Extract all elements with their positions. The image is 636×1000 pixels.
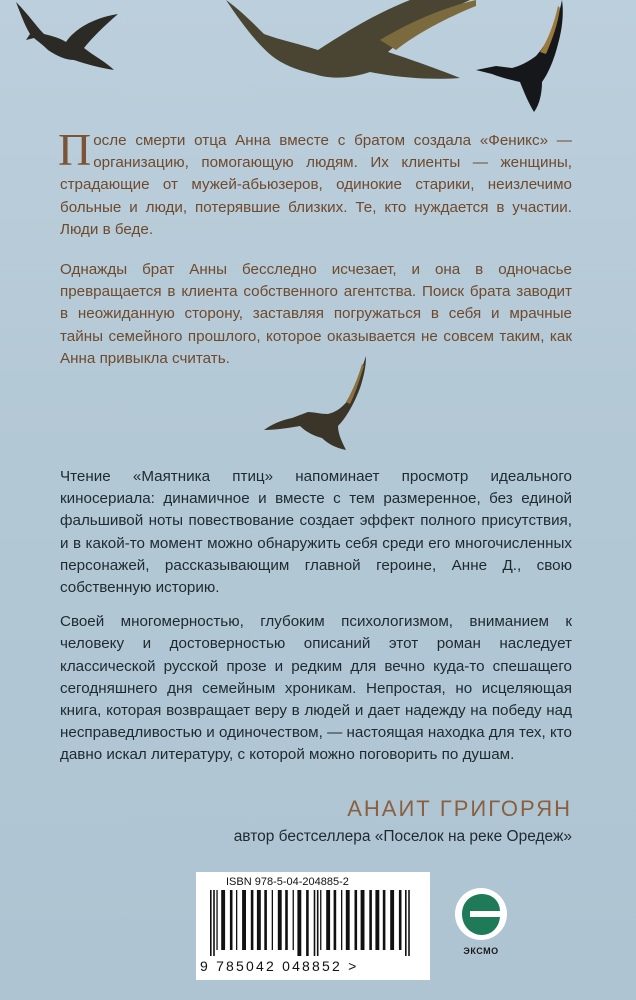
review-block	[60, 466, 572, 779]
barcode-bar	[306, 890, 309, 956]
barcode-bar	[320, 890, 321, 950]
review-author-title: автор бестселлера «Поселок на реке Оредеж»	[233, 828, 572, 845]
barcode-bars	[208, 890, 418, 956]
barcode-bar	[341, 890, 342, 950]
isbn-label: ISBN 978-5-04-204885-2	[226, 876, 349, 888]
annotation-paragraph-1-text: осле смерти отца Анна вместе с братом создала «Феникс» — организацию, помогающую людям. Их клиенты — женщины, страдающие от мужей-абьюзеров, одинокие старики, неизлечимо больные и люди, потерявшие близких. Те, кто нуждается в участии. Люди в беде.	[60, 132, 572, 238]
bird-illustration-top-left	[14, 0, 124, 76]
review-paragraph-1: Чтение «Маятника птиц» напоминает просмотр идеального киносериала: динамичное и вместе с тем размеренное, без единой фальшивой ноты повествование создает эффект полного присутствия, и в какой-то момент можно обнаружить себя среди его многочисленных персонажей, рассказывающим главной героине, Анне Д., свою собственную историю.	[60, 468, 572, 597]
barcode-bar	[264, 890, 267, 950]
review-author-name: АНАИТ ГРИГОРЯН	[347, 796, 572, 821]
barcode-bar	[297, 890, 301, 956]
barcode-bar	[213, 890, 215, 956]
barcode-bar	[326, 890, 330, 950]
publisher-logo	[446, 884, 516, 976]
barcode-bar	[317, 890, 319, 956]
barcode-bar	[408, 890, 410, 956]
barcode-bar	[334, 890, 337, 950]
barcode-bar	[390, 890, 394, 950]
barcode-bar	[285, 890, 288, 950]
bird-illustration-top-center	[220, 0, 480, 100]
barcode-bar	[405, 890, 407, 956]
barcode-bar	[242, 890, 246, 950]
annotation-paragraph-2: Однажды брат Анны бесследно исчезает, и она в одночасье превращается в клиента собственного агентства. Поиск брата заводит в неожиданную сторону, заставляя погружаться в себя и мрачные тайны семейного прошлого, которое оказывается не совсем таким, как Анна привыкла считать.	[60, 261, 572, 367]
barcode-bar	[369, 890, 372, 950]
eksmo-logo-icon	[446, 884, 516, 946]
barcode-bar	[230, 890, 233, 950]
barcode-bar	[314, 890, 316, 956]
barcode-bar	[257, 890, 261, 950]
barcode-bar	[361, 890, 365, 950]
review-paragraph-2: Своей многомерностью, глубоким психологизмом, вниманием к человеку и достоверностью описаний этот роман наследует классической русской прозе и редким для вечно куда-то спешащего сегодняшнего дня семейным хроникам. Непростая, но исцеляющая книга, которая возвращает веру в людей и дает надежду на победу над несправедливостью и одиночеством, — настоящая находка для тех, кто давно искал литературу, с которой можно поговорить по душам.	[60, 613, 572, 764]
barcode-bar	[236, 890, 237, 950]
barcode-bar	[251, 890, 254, 950]
barcode-bar	[221, 890, 225, 950]
barcode-bar	[272, 890, 273, 950]
barcode-bar	[375, 890, 379, 950]
barcode-bar	[278, 890, 282, 950]
annotation-block	[58, 124, 572, 388]
barcode-bar	[355, 890, 358, 950]
barcode-bar	[210, 890, 212, 956]
barcode-bar	[399, 890, 402, 950]
barcode-bar	[383, 890, 386, 950]
barcode-digits: 9 785042 048852 >	[200, 958, 359, 974]
bird-illustration-top-right	[462, 0, 572, 116]
barcode-bar	[293, 890, 294, 950]
isbn-barcode	[196, 872, 430, 980]
barcode-bar	[216, 890, 217, 950]
drop-cap: П	[58, 124, 92, 175]
publisher-name: ЭКСМО	[463, 946, 499, 956]
barcode-bar	[346, 890, 350, 950]
annotation-paragraph-1	[58, 124, 572, 241]
